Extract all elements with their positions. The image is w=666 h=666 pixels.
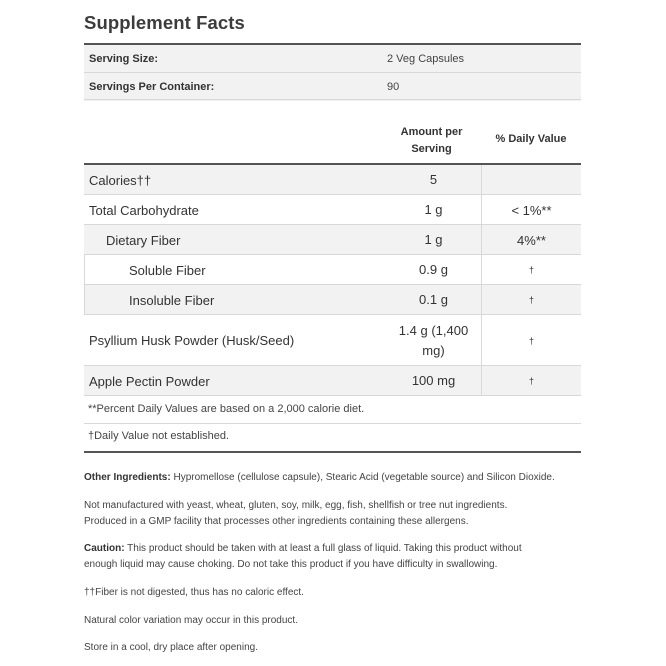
nutrient-name: Calories†† [89, 172, 152, 188]
nutrient-amount-line2: mg) [422, 342, 445, 358]
caution-line1: This product should be taken with at least a full glass of liquid. Taking this product without [124, 543, 522, 554]
allergen-statement [84, 498, 584, 530]
storage-note: Store in a cool, dry place after opening. [84, 642, 258, 653]
nutrient-amount: 1 g [424, 232, 443, 247]
page-title: Supplement Facts [84, 12, 245, 33]
nutrient-name: Soluble Fiber [129, 262, 206, 278]
servings-per-container-value: 90 [387, 81, 400, 93]
footnote-divider [84, 423, 581, 424]
other-ingredients-text: Hypromellose (cellulose capsule), Stearic Acid (vegetable source) and Silicon Dioxide. [170, 472, 555, 483]
nutrient-name: Psyllium Husk Powder (Husk/Seed) [89, 333, 295, 348]
nutrient-daily-value: † [528, 265, 534, 275]
servings-per-container-row [84, 73, 581, 101]
percent-dv-footnote: **Percent Daily Values are based on a 2,000 calorie diet. [88, 403, 365, 415]
serving-size-label: Serving Size: [89, 53, 159, 65]
table-row [84, 255, 581, 285]
nutrient-amount [386, 315, 481, 366]
table-row [84, 225, 581, 255]
table-row [84, 195, 581, 225]
nutrient-daily-value: 4%** [517, 232, 546, 248]
nutrient-amount: 0.9 g [419, 262, 448, 277]
nutrient-daily-value: † [528, 376, 534, 386]
serving-size-row [84, 45, 581, 73]
nutrient-amount: 100 mg [411, 373, 456, 388]
caution-label: Caution: [84, 543, 125, 554]
nutrient-amount: 1 g [424, 202, 443, 217]
table-row [84, 315, 581, 366]
amount-per-serving-header [386, 124, 477, 158]
caution-line2: enough liquid may cause choking. Do not take this product if you have difficulty in swallowing. [84, 559, 498, 570]
dv-not-established-footnote: †Daily Value not established. [88, 430, 230, 442]
nutrient-daily-value: < 1%** [511, 202, 552, 218]
daily-value-header: % Daily Value [495, 133, 567, 145]
bottom-rule [84, 451, 581, 453]
allergen-line1: Not manufactured with yeast, wheat, gluten, soy, milk, egg, fish, shellfish or tree nut ingredients. [84, 500, 508, 511]
allergen-line2: Produced in a GMP facility that processes other ingredients containing these allergens. [84, 516, 469, 527]
nutrient-name: Total Carbohydrate [89, 202, 199, 218]
serving-bottom-rule [84, 99, 581, 100]
other-ingredients-label: Other Ingredients: [84, 472, 171, 483]
table-row [84, 366, 581, 396]
nutrient-name: Apple Pectin Powder [89, 373, 210, 389]
nutrient-daily-value: † [528, 295, 534, 305]
fiber-note: ††Fiber is not digested, thus has no caloric effect. [84, 587, 304, 598]
nutrient-name: Insoluble Fiber [129, 292, 215, 308]
nutrient-amount: 0.1 g [419, 292, 448, 307]
amount-header-line2: Serving [411, 143, 452, 155]
servings-per-container-label: Servings Per Container: [89, 81, 215, 93]
nutrient-name: Dietary Fiber [106, 232, 181, 248]
nutrient-daily-value: † [528, 335, 534, 346]
nutrient-daily-value [482, 165, 581, 195]
amount-header-line1: Amount per [400, 126, 463, 138]
serving-size-value: 2 Veg Capsules [387, 53, 465, 65]
table-header [84, 118, 581, 164]
caution-statement [84, 541, 584, 573]
color-variation-note: Natural color variation may occur in this product. [84, 615, 298, 626]
nutrient-amount: 5 [429, 172, 438, 187]
other-ingredients [84, 470, 584, 486]
table-row [84, 285, 581, 315]
table-row [84, 165, 581, 195]
nutrient-amount-line1: 1.4 g (1,400 [398, 322, 469, 338]
